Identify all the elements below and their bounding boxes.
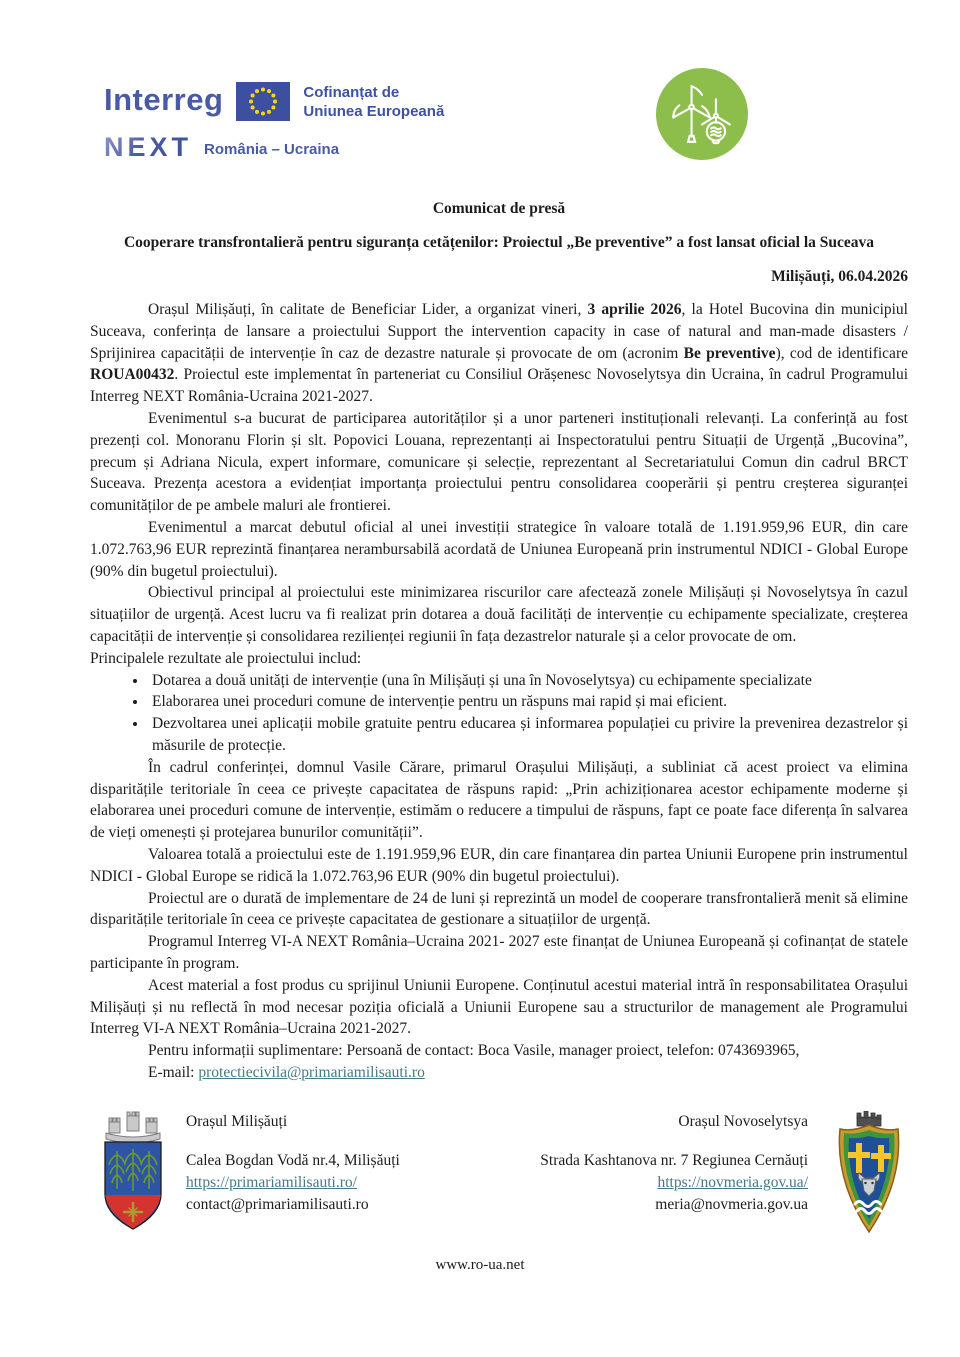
program-area-label: România – Ucraina bbox=[204, 141, 340, 158]
contact-email-link[interactable]: protectiecivila@primariamilisauti.ro bbox=[198, 1063, 425, 1081]
partner-email: contact@primariamilisauti.ro bbox=[186, 1195, 369, 1213]
contact-info bbox=[148, 1040, 908, 1084]
wind-energy-icon bbox=[656, 68, 748, 160]
partner-block-novoselytsya bbox=[540, 1111, 808, 1216]
partner-email: meria@novmeria.gov.ua bbox=[655, 1195, 808, 1213]
document-subtitle: Cooperare transfrontalieră pentru siguranța cetățenilor: Proiectul „Be preventive” a fost lansat oficial la Suceava bbox=[123, 234, 875, 251]
partner-title: Orașul Milișăuți bbox=[186, 1112, 288, 1130]
paragraph-disclaimer: Acest material a fost produs cu sprijinul Uniunii Europene. Conținutul acestui material intră în responsabilitatea Orașului Milișăuți și nu reflectă în mod necesar poziția oficială a Uniunii Europene sau a structurilor de management ale Programului Interreg VI-A NEXT România–Ucraina 2021-2027. bbox=[90, 976, 908, 1038]
paragraph-investment: Evenimentul a marcat debutul oficial al unei investiții strategice în valoare totală de 1.191.959,96 EUR, din care 1.072.763,96 EUR reprezintă finanțarea nerambursabilă acordată de Uniunea Europeană prin instrumentul NDICI - Global Europe (90% din bugetul proiectului). bbox=[90, 518, 908, 580]
results-list bbox=[90, 670, 908, 757]
eu-flag-icon bbox=[236, 82, 290, 121]
cofunded-by-eu-label: Cofinanțat de Uniunea Europeană bbox=[303, 84, 445, 120]
milisauti-website-link[interactable]: https://primariamilisauti.ro/ bbox=[186, 1173, 357, 1191]
document-body bbox=[90, 200, 908, 1084]
result-item: • Dezvoltarea unei aplicații mobile gratuite pentru educarea și informarea populației cu privire la prevenirea dezastrelor și măsurile de protecție. bbox=[148, 713, 908, 757]
novoselytsya-website-link[interactable]: https://novmeria.gov.ua/ bbox=[657, 1173, 808, 1191]
partner-title: Orașul Novoselytsya bbox=[678, 1112, 808, 1130]
results-intro: Principalele rezultate ale proiectului includ: bbox=[90, 649, 362, 667]
paragraph-intro: Orașul Milișăuți, în calitate de Beneficiar Lider, a organizat vineri, 3 aprilie 2026, la Hotel Bucovina din municipiul Suceava, conferința de lansare a proiectului Support the intervention capacity in case of natural and man-made disasters / Sprijinirea capacității de intervenție în caz de dezastre naturale și provocate de om (acronim Be preventive), cod de identificare ROUA00432. Proiectul este implementat în parteneriat cu Consiliul Orășenesc Novoselytsya din Ucraina, în cadrul Programului Interreg NEXT România-Ucraina 2021-2027. bbox=[90, 301, 908, 406]
contact-line: Pentru informații suplimentare: Persoană de contact: Boca Vasile, manager proiect, telefon: 0743693965, bbox=[148, 1042, 800, 1060]
interreg-wordmark: Interreg bbox=[104, 82, 224, 117]
next-wordmark: NEXT bbox=[104, 132, 193, 162]
email-label: E-mail: bbox=[148, 1063, 199, 1081]
header bbox=[0, 0, 960, 186]
milisauti-coat-of-arms bbox=[100, 1111, 166, 1235]
document-title: Comunicat de presă bbox=[432, 200, 566, 217]
paragraph-objective: Obiectivul principal al proiectului este minimizarea riscurilor care afectează zonele Milișăuți și Novoselytsya în cazul situațiilor de urgență. Acest lucru va fi realizat prin dotarea a două facilități de intervenție cu echipamente specializate, creșterea capacității de intervenție și consolidarea rezilienței regiunii în fața dezastrelor naturale și a celor provocate de om. bbox=[90, 584, 908, 645]
interreg-next-logo bbox=[104, 80, 444, 161]
footer bbox=[0, 1111, 960, 1274]
paragraph-duration: Proiectul are o durată de implementare de 24 de luni și reprezintă un model de cooperare transfrontalieră menit să elimine disparitățile teritoriale în ceea ce privește capacitatea de gestionare a situațiilor de urgență. bbox=[90, 889, 908, 929]
paragraph-total-value: Valoarea totală a proiectului este de 1.191.959,96 EUR, din care finanțarea din partea Uniunii Europene prin instrumentul NDICI - Global Europe se ridică la 1.072.763,96 EUR (90% din bugetul proiectului). bbox=[90, 845, 908, 885]
program-website: www.ro-ua.net bbox=[435, 1256, 525, 1273]
paragraph-attendees: Evenimentul s-a bucurat de participarea autorităților și a unor parteneri instituționali relevanți. La conferință au fost prezenți col. Monoranu Florin și slt. Popovici Louana, reprezentanți ai Inspectoratului pentru Situații de Urgență „Bucovina”, precum și Adriana Nicula, expert informare, comunicare și selecție, reprezentant al Secretariatului Comun din cadrul BRCT Suceava. Prezența acestora a evidențiat importanța proiectului pentru consolidarea cooperării și pentru creșterea siguranței comunităților de pe ambele maluri ale frontierei. bbox=[90, 409, 908, 515]
paragraph-mayor-quote: În cadrul conferinței, domnul Vasile Cărare, primarul Orașului Milișăuți, a subliniat că acest proiect va elimina disparitățile teritoriale în ceea ce privește capacitatea de răspuns rapid: „Prin achiziționarea acestor echipamente moderne și elaborarea unei proceduri comune de intervenție, estimăm o reducere a timpului de răspuns, fapt ce poate face diferența în salvarea de vieți omenești și protejarea bunurilor comunității”. bbox=[90, 758, 908, 842]
result-item: • Dotarea a două unități de intervenție (una în Milișăuți și una în Novoselytsya) cu echipamente specializate bbox=[148, 670, 908, 692]
dateline: Milișăuți, 06.04.2026 bbox=[771, 268, 908, 285]
partner-address: Strada Kashtanova nr. 7 Regiunea Cernăuți bbox=[540, 1151, 808, 1169]
novoselytsya-coat-of-arms bbox=[830, 1111, 908, 1235]
result-item: • Elaborarea unei proceduri comune de intervenție pentru un răspuns mai rapid și mai eficient. bbox=[148, 691, 908, 713]
partner-block-milisauti bbox=[186, 1111, 400, 1216]
partner-address: Calea Bogdan Vodă nr.4, Milișăuți bbox=[186, 1151, 400, 1169]
paragraph-program-funding: Programul Interreg VI-A NEXT România–Ucraina 2021- 2027 este finanțat de Uniunea Europeană și cofinanțat de statele participante în program. bbox=[90, 933, 908, 972]
